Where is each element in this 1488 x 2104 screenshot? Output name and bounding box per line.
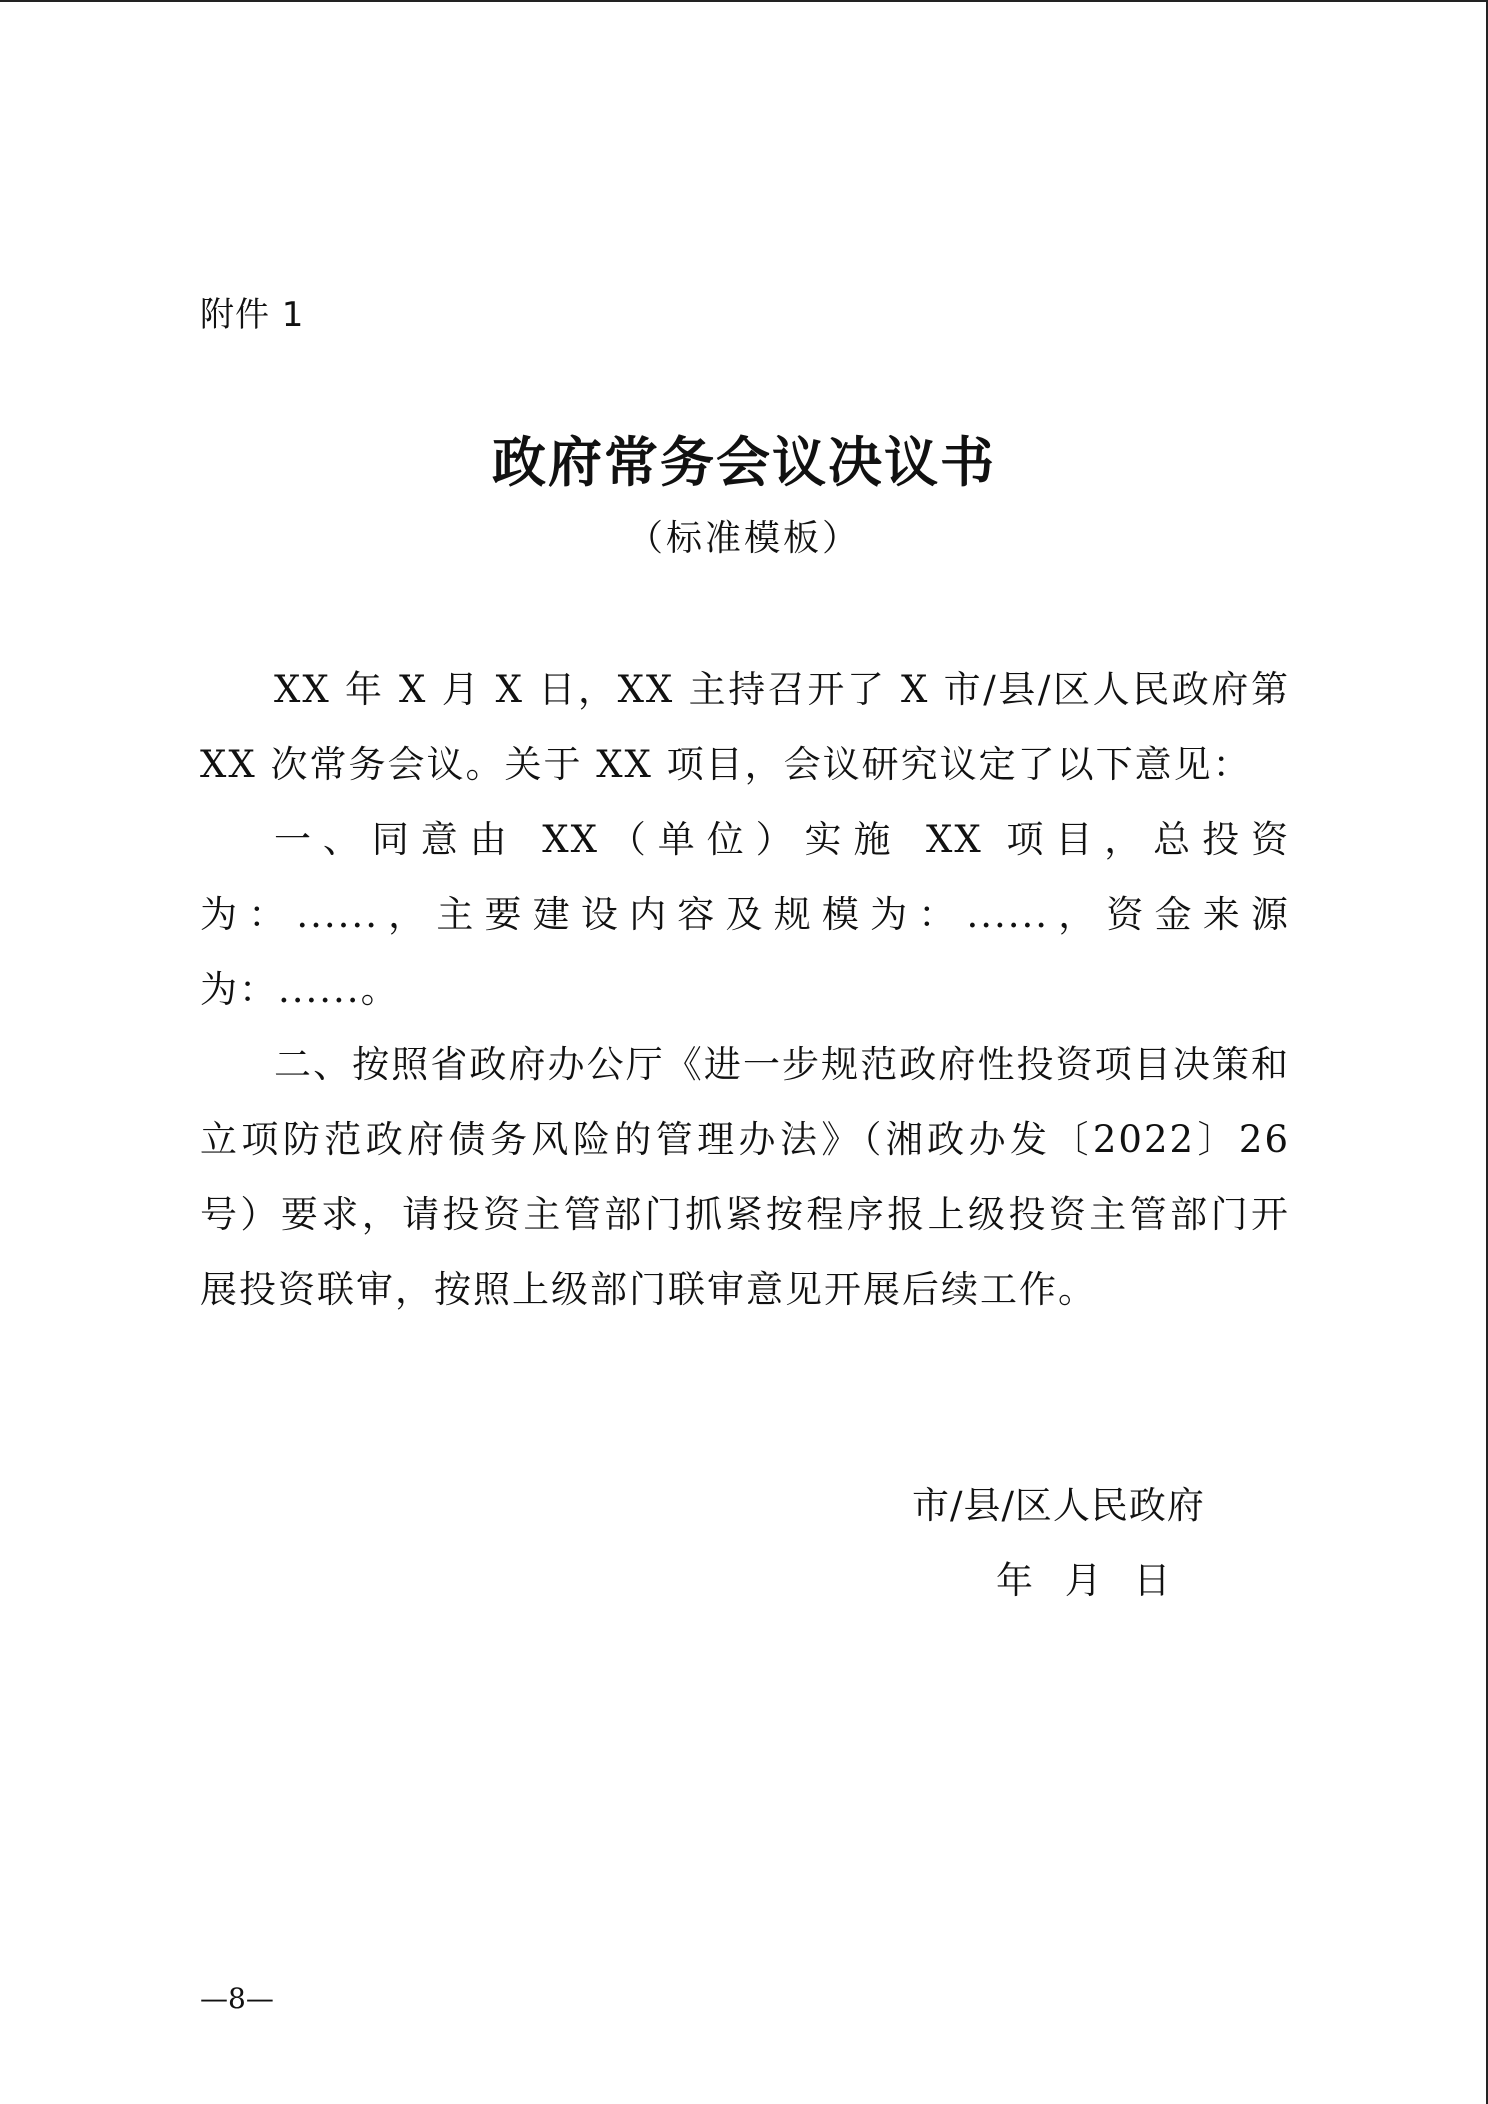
paragraph-item-1: 一、同意由 XX（单位）实施 XX 项目，总投资为：......，主要建设内容及规模为：......，资金来源为：......。 <box>200 818 1290 1011</box>
paragraph-intro: XX 年 X 月 X 日，XX 主持召开了 X 市/县/区人民政府第 XX 次常务会议。关于 XX 项目，会议研究议定了以下意见： <box>200 668 1290 786</box>
signature-organization: 市/县/区人民政府 <box>912 1484 1205 1527</box>
signature-date: 年 月 日 <box>996 1559 1172 1602</box>
document-subtitle: （标准模板） <box>626 518 861 559</box>
attachment-label: 附件 1 <box>200 295 305 335</box>
document-title: 政府常务会议决议书 <box>492 430 996 494</box>
paragraph-item-2: 二、按照省政府办公厅《进一步规范政府性投资项目决策和立项防范政府债务风险的管理办法》（湘政办发〔2022〕26 号）要求，请投资主管部门抓紧按程序报上级投资主管部门开展投资联审，按照上级部门联审意见开展后续工作。 <box>200 1043 1290 1311</box>
document-body <box>200 652 1290 1327</box>
page-number: —8— <box>200 1982 274 2015</box>
